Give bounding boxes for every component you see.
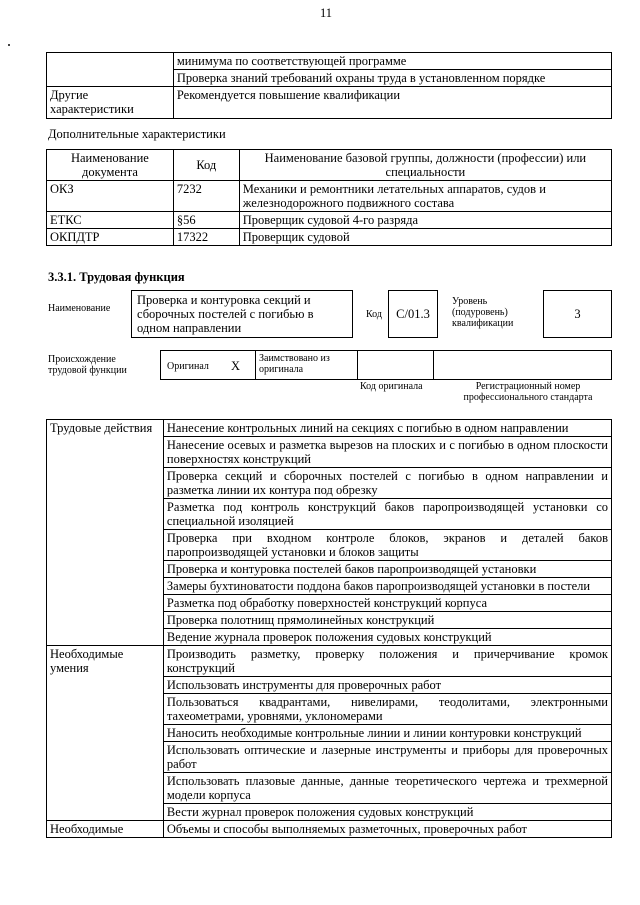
table-row: Разметка под обработку поверхностей конструкций корпуса: [163, 595, 611, 612]
header-cell: Наименование документа: [47, 150, 174, 181]
table-row: Использовать оптические и лазерные инструменты и приборы для проверочных работ: [163, 742, 611, 773]
header-cell: Наименование базовой группы, должности (профессии) или специальности: [239, 150, 611, 181]
level-value: 3: [543, 290, 612, 338]
table-cell: ОКЗ: [47, 181, 174, 212]
table-row: Пользоваться квадрантами, нивелирами, теодолитами, электронными тахеометрами, уровнями, уклономерами: [163, 694, 611, 725]
top-row-label: Другие характеристики: [47, 87, 174, 119]
main-table: [46, 419, 612, 838]
table-row: Ведение журнала проверок положения судовых конструкций: [163, 629, 611, 646]
section-label: Необходимые: [47, 821, 164, 838]
top-table: [46, 52, 612, 119]
origin-box: [160, 350, 612, 380]
table-cell: Проверщик судовой 4-го разряда: [239, 212, 611, 229]
table-row: Использовать плазовые данные, данные теоретического чертежа и трехмерной модели корпуса: [163, 773, 611, 804]
table-cell: 17322: [173, 229, 239, 246]
table-row: Использовать инструменты для проверочных работ: [163, 677, 611, 694]
table-cell: Проверщик судовой: [239, 229, 611, 246]
table-cell: ОКПДТР: [47, 229, 174, 246]
table-row: Нанесение осевых и разметка вырезов на плоских и с погибью в одном плоскости поверхностях конструкций: [163, 437, 611, 468]
function-heading: 3.3.1. Трудовая функция: [48, 270, 185, 284]
top-row-value: минимума по соответствующей программе: [173, 53, 611, 70]
table-row: Объемы и способы выполняемых разметочных, проверочных работ: [163, 821, 611, 838]
origin-label: Происхождение трудовой функции: [48, 354, 127, 376]
code-label: Код: [366, 309, 382, 320]
function-name: Проверка и контуровка секций и сборочных постелей с погибью в одном направлении: [131, 290, 353, 338]
table-row: Проверка и контуровка постелей баков паропроизводящей установки: [163, 561, 611, 578]
code-original-caption: Код оригинала: [360, 381, 423, 392]
function-code: C/01.3: [388, 290, 438, 338]
table-cell: Механики и ремонтники летательных аппаратов, судов и железнодорожного подвижного состава: [239, 181, 611, 212]
page-number: 11: [320, 6, 333, 20]
original-mark: X: [231, 359, 241, 373]
additional-table: [46, 149, 612, 246]
header-cell: Код: [173, 150, 239, 181]
top-row-value: Проверка знаний требований охраны труда в установленном порядке: [173, 70, 611, 87]
table-row: Наносить необходимые контрольные линии и линии контуровки конструкций: [163, 725, 611, 742]
name-label: Наименование: [48, 303, 111, 314]
table-row: Проверка полотнищ прямолинейных конструкций: [163, 612, 611, 629]
table-row: Проверка при входном контроле блоков, экранов и деталей баков паропроизводящей установки и блоков защиты: [163, 530, 611, 561]
table-cell: §56: [173, 212, 239, 229]
borrowed-label: Заимствовано из оригинала: [259, 353, 330, 375]
table-row: Проверка секций и сборочных постелей с погибью в одном направлении и разметка линии их контура под обрезку: [163, 468, 611, 499]
section-label: Трудовые действия: [47, 420, 164, 646]
scan-speck: [8, 44, 10, 46]
level-label: Уровень (подуровень) квалификации: [452, 296, 514, 329]
table-row: Замеры бухтиноватости поддона баков паропроизводящей установки в постели: [163, 578, 611, 595]
table-row: Нанесение контрольных линий на секциях с погибью в одном направлении: [163, 420, 611, 437]
top-row-value: Рекомендуется повышение квалификации: [173, 87, 611, 119]
original-label: Оригинал: [167, 361, 209, 372]
reg-number-caption: Регистрационный номер профессионального стандарта: [463, 381, 593, 403]
table-row: Производить разметку, проверку положения и причерчивание кромок конструкций: [163, 646, 611, 677]
table-row: Вести журнал проверок положения судовых конструкций: [163, 804, 611, 821]
section-label: Необходимые умения: [47, 646, 164, 821]
additional-heading: Дополнительные характеристики: [48, 127, 226, 141]
table-cell: ЕТКС: [47, 212, 174, 229]
table-row: Разметка под контроль конструкций баков паропроизводящей установки со специальной изоляцией: [163, 499, 611, 530]
table-cell: 7232: [173, 181, 239, 212]
